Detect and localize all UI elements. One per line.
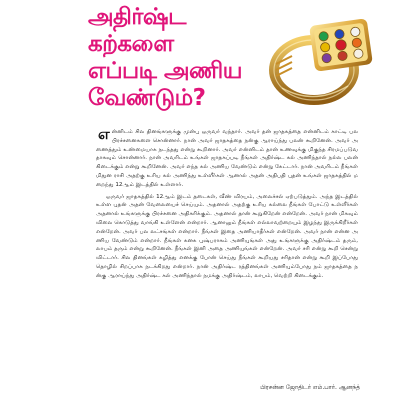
headline bbox=[88, 4, 260, 112]
headline-line: எப்படி அணிய bbox=[88, 58, 242, 84]
byline: பிரசன்ன ஜோதிடர் எம்.பார். ஆனந்த் bbox=[260, 384, 360, 391]
headline-line: வேண்டும்? bbox=[88, 85, 206, 111]
paragraph-text: ன்னிடம் சில தினங்களுக்கு முன்பு ஒருவர் வந்தார். அவர் தன் ஜாதகத்தை என்னிடம் காட்டி பல பிரச்சனைகளை சொன்னார். நான் அவர் ஜாதகத்தை நன்கு ஆராய்ந்து பலன் கூறினேன். அவர் அணைத்தும் உண்மையாக நடந்தது என்று கூறினார். அவர் என்னிடம் தான் உணவுக்கு மிகுந்த சிரமப்படுவதாகவும் சொன்னார். நான் அவரிடம் உங்கள் ஜாதகப்படி நீங்கள் அதிர்ஷ்ட கல் அணிந்தால் நல்ல பலன் கிடைக்கும் என்று கூறினேன். அவர் எந்த கல் அணிய வேண்டும் என்று கேட்டார். நான் அவரிடம் நீங்கள் மிதுன ராசி அதற்கு உரிய கல் அணிந்து உள்ளீர்கள் ஆனால் அதன் அதிபதி புதன் உங்கள் ஜாதகத்தில் மறைந்து 12ஆம் இடத்தில் உள்ளார். bbox=[96, 129, 358, 188]
headline-line: கற்களை bbox=[88, 31, 174, 57]
navaratna-ring-icon bbox=[262, 4, 380, 108]
lead-letter: எ bbox=[98, 125, 110, 143]
article-body bbox=[96, 125, 358, 284]
article-paragraph bbox=[96, 125, 358, 190]
article-paragraph: ஒருவர் ஜாதகத்தில் 12ஆம் இடம் தடைகள், வீண் விரயம், அலைச்சல் ஏற்படுத்தும். அந்த இடத்தில் உள்ள புதன் அதன் வேலையைச் செய்யும். அதனால் அதற்கு உரிய கல்லை நீங்கள் போட்டு உள்ளீர்கள் அதனால் உங்களுக்கு பிரச்சனை அதிகரிக்கும். அதனால் தான் கூறுகிறேன் என்றேன். அவர் நான் மிகவும் விலை கொடுத்து வாங்கி உள்ளேன் என்றார். ஆனாலும் நீங்கள் எல்லாவற்றையும் இழந்து இருக்கிறீர்கள் என்றேன். அவர் பல லட்சங்கள் என்றார். நீங்கள் இதை அணியாதீர்கள் என்றேன். அவர் நான் என்ன அணிய வேண்டும் என்றார். நீங்கள் கனக புஷ்பராகம் அணியுங்கள் அது உங்களுக்கு அதிர்ஷ்டம் தரும், லாபம் தரும் என்று கூறினேன். நீங்கள் இனி அதை அணியுங்கள் என்றேன். அவர் சரி என்று கூறி சென்று விட்டார். சில தினங்கள் கழித்து எனக்கு போன் செய்து நீங்கள் கூறியது சரிதான் என்று கூறி இப்போது தொழில் சிறப்பாக நடக்கிறது என்றார். நான் அதிர்ஷ்ட ரத்தினங்கள் அணியும்போது நம் ஜாதகத்தை நன்கு ஆராய்ந்து அதிர்ஷ்ட கல் அணிந்தால் நமக்கு அதிர்ஷ்டம், லாபம், வெற்றி கிடைக்கும். bbox=[96, 193, 358, 279]
headline-line: அதிர்ஷ்ட bbox=[88, 4, 186, 30]
